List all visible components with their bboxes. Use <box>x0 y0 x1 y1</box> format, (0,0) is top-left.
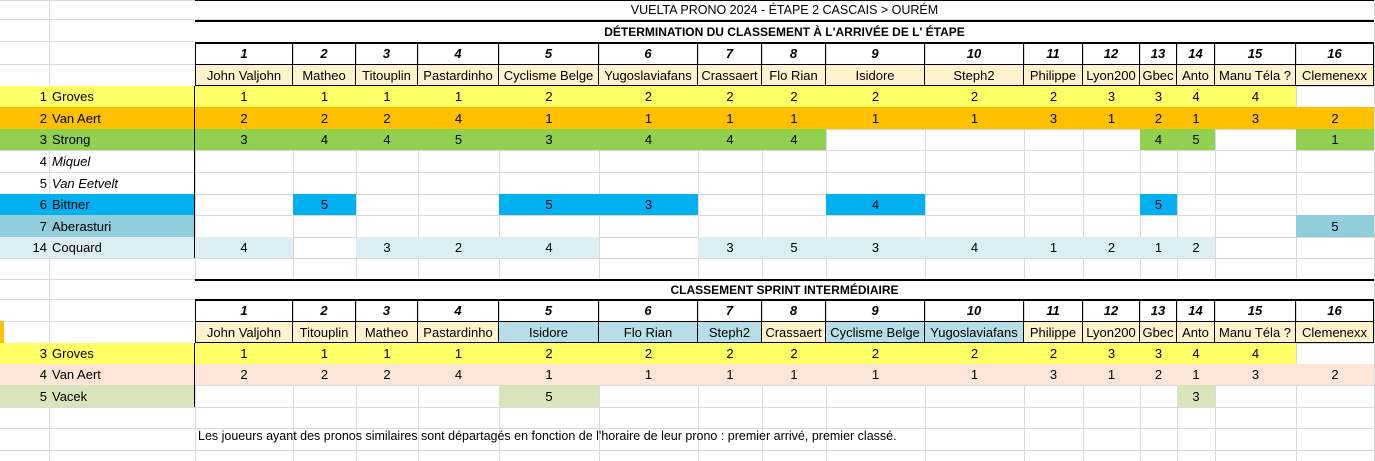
prono-cell[interactable] <box>826 385 925 407</box>
column-number[interactable]: 10 <box>925 42 1024 64</box>
prono-cell[interactable] <box>418 385 499 407</box>
prono-cell[interactable]: 4 <box>1215 343 1296 364</box>
column-number[interactable]: 8 <box>762 42 826 64</box>
prono-cell[interactable]: 1 <box>499 364 599 385</box>
prono-cell[interactable] <box>293 172 356 194</box>
prono-cell[interactable] <box>1140 172 1177 194</box>
player-name[interactable]: Crassaert <box>762 321 826 343</box>
prono-cell[interactable]: 2 <box>1024 343 1083 364</box>
prono-cell[interactable] <box>1215 215 1296 237</box>
prono-cell[interactable] <box>195 215 293 237</box>
prono-cell[interactable]: 1 <box>356 86 418 107</box>
prono-cell[interactable]: 3 <box>698 237 762 258</box>
player-name[interactable]: Pastardinho <box>418 321 499 343</box>
prono-cell[interactable]: 4 <box>418 107 499 129</box>
player-name[interactable]: Philippe <box>1024 64 1083 86</box>
column-number[interactable]: 2 <box>293 42 356 64</box>
prono-cell[interactable]: 2 <box>1296 364 1374 385</box>
prono-cell[interactable]: 1 <box>826 364 925 385</box>
prono-cell[interactable]: 2 <box>1296 107 1374 129</box>
gridline <box>0 407 1375 408</box>
rider-name[interactable]: Van Eetvelt <box>49 172 195 194</box>
prono-cell[interactable]: 4 <box>499 237 599 258</box>
prono-cell[interactable]: 2 <box>925 86 1024 107</box>
prono-cell[interactable] <box>1140 385 1177 407</box>
prono-cell[interactable] <box>356 172 418 194</box>
prono-cell[interactable]: 5 <box>499 194 599 215</box>
rider-position[interactable]: 1 <box>0 86 49 107</box>
player-name[interactable]: Isidore <box>826 64 925 86</box>
prono-cell[interactable] <box>1024 385 1083 407</box>
player-name[interactable]: Steph2 <box>698 321 762 343</box>
prono-cell[interactable] <box>599 237 698 258</box>
prono-cell[interactable]: 1 <box>1177 364 1215 385</box>
column-number[interactable]: 13 <box>1140 299 1177 321</box>
rider-name[interactable]: Groves <box>49 86 195 107</box>
prono-cell[interactable]: 1 <box>1177 107 1215 129</box>
column-number[interactable]: 10 <box>925 299 1024 321</box>
player-name[interactable]: Anto <box>1177 64 1215 86</box>
prono-cell[interactable] <box>1024 172 1083 194</box>
column-number[interactable]: 16 <box>1296 299 1374 321</box>
prono-cell[interactable]: 5 <box>1177 129 1215 150</box>
prono-cell[interactable] <box>698 194 762 215</box>
prono-cell[interactable]: 3 <box>1083 86 1140 107</box>
prono-cell[interactable]: 2 <box>1083 237 1140 258</box>
row-marker <box>0 321 4 343</box>
player-name[interactable]: Titouplin <box>356 64 418 86</box>
footnote: Les joueurs ayant des pronos similaires sont départagés en fonction de l'horaire de leur prono : premier arrivé, premier classé. <box>198 429 897 443</box>
prono-cell[interactable] <box>762 150 826 172</box>
prono-cell[interactable]: 1 <box>698 107 762 129</box>
rider-position[interactable]: 4 <box>39 153 47 169</box>
prono-cell[interactable] <box>1215 150 1296 172</box>
prono-cell[interactable] <box>499 172 599 194</box>
prono-cell[interactable] <box>1083 150 1140 172</box>
player-name[interactable]: Manu Téla ? <box>1215 64 1296 86</box>
prono-cell[interactable]: 3 <box>1215 107 1296 129</box>
rider-position[interactable]: 3 <box>0 343 49 364</box>
prono-cell[interactable]: 1 <box>698 364 762 385</box>
prono-cell[interactable]: 2 <box>762 86 826 107</box>
column-number[interactable]: 1 <box>195 299 293 321</box>
gridline <box>0 258 1375 259</box>
player-name[interactable]: Matheo <box>293 64 356 86</box>
prono-cell[interactable] <box>293 150 356 172</box>
prono-cell[interactable] <box>1296 194 1374 215</box>
prono-cell[interactable] <box>418 194 499 215</box>
rider-name[interactable]: Strong <box>49 129 195 150</box>
player-name[interactable]: Yugoslaviafans <box>925 321 1024 343</box>
prono-cell[interactable] <box>698 150 762 172</box>
prono-cell[interactable]: 1 <box>1083 107 1140 129</box>
prono-cell[interactable]: 2 <box>195 364 293 385</box>
player-name[interactable]: Cyclisme Belge <box>826 321 925 343</box>
player-name[interactable]: Lyon200 <box>1083 64 1140 86</box>
prono-cell[interactable]: 2 <box>1140 107 1177 129</box>
prono-cell[interactable]: 3 <box>1024 364 1083 385</box>
prono-cell[interactable]: 1 <box>826 107 925 129</box>
rider-position[interactable]: 6 <box>0 194 49 215</box>
prono-cell[interactable]: 4 <box>762 129 826 150</box>
rider-name[interactable]: Bittner <box>49 194 195 215</box>
prono-cell[interactable] <box>1296 237 1374 258</box>
rider-name[interactable]: Aberasturi <box>49 215 195 237</box>
prono-cell[interactable]: 3 <box>499 129 599 150</box>
prono-cell[interactable]: 4 <box>418 364 499 385</box>
prono-cell[interactable]: 3 <box>356 237 418 258</box>
prono-cell[interactable] <box>1215 129 1296 150</box>
prono-cell[interactable] <box>599 385 698 407</box>
prono-cell[interactable]: 1 <box>418 86 499 107</box>
prono-cell[interactable] <box>1083 215 1140 237</box>
rider-name[interactable]: Vacek <box>49 385 195 407</box>
column-number[interactable]: 16 <box>1296 42 1374 64</box>
prono-cell[interactable]: 4 <box>1215 86 1296 107</box>
prono-cell[interactable]: 3 <box>826 237 925 258</box>
prono-cell[interactable]: 3 <box>1215 364 1296 385</box>
prono-cell[interactable]: 4 <box>925 237 1024 258</box>
player-name[interactable]: Gbec <box>1140 64 1177 86</box>
prono-cell[interactable]: 1 <box>1083 364 1140 385</box>
prono-cell[interactable]: 1 <box>1296 129 1374 150</box>
prono-cell[interactable]: 4 <box>826 194 925 215</box>
column-number[interactable]: 1 <box>195 42 293 64</box>
prono-cell[interactable] <box>293 385 356 407</box>
column-number[interactable]: 7 <box>698 299 762 321</box>
column-number[interactable]: 6 <box>599 299 698 321</box>
player-name[interactable]: Lyon200 <box>1083 321 1140 343</box>
column-number[interactable]: 5 <box>499 42 599 64</box>
prono-cell[interactable]: 3 <box>1083 343 1140 364</box>
prono-cell[interactable]: 2 <box>195 107 293 129</box>
rider-position[interactable]: 5 <box>0 385 49 407</box>
prono-cell[interactable] <box>826 129 925 150</box>
prono-cell[interactable]: 5 <box>762 237 826 258</box>
column-number[interactable]: 7 <box>698 42 762 64</box>
prono-cell[interactable] <box>1296 150 1374 172</box>
column-number[interactable]: 14 <box>1177 299 1215 321</box>
prono-cell[interactable]: 3 <box>1140 86 1177 107</box>
prono-cell[interactable] <box>826 215 925 237</box>
prono-cell[interactable] <box>195 150 293 172</box>
prono-cell[interactable] <box>826 172 925 194</box>
player-name[interactable]: John Valjohn <box>195 64 293 86</box>
prono-cell[interactable] <box>762 194 826 215</box>
prono-cell[interactable] <box>1024 150 1083 172</box>
column-number[interactable]: 9 <box>826 42 925 64</box>
rider-name[interactable]: Van Aert <box>49 364 195 385</box>
prono-cell[interactable]: 5 <box>1296 215 1374 237</box>
prono-cell[interactable]: 2 <box>698 86 762 107</box>
prono-cell[interactable] <box>1215 237 1296 258</box>
prono-cell[interactable] <box>925 194 1024 215</box>
prono-cell[interactable] <box>1177 194 1215 215</box>
player-name[interactable]: Philippe <box>1024 321 1083 343</box>
prono-cell[interactable] <box>599 150 698 172</box>
prono-cell[interactable]: 1 <box>599 107 698 129</box>
prono-cell[interactable] <box>356 385 418 407</box>
prono-cell[interactable]: 4 <box>1140 129 1177 150</box>
prono-cell[interactable]: 1 <box>1024 237 1083 258</box>
prono-cell[interactable]: 2 <box>762 343 826 364</box>
prono-cell[interactable]: 1 <box>293 343 356 364</box>
column-number[interactable]: 8 <box>762 299 826 321</box>
prono-cell[interactable] <box>1024 129 1083 150</box>
column-number[interactable]: 3 <box>356 299 418 321</box>
column-number[interactable]: 5 <box>499 299 599 321</box>
prono-cell[interactable]: 1 <box>925 107 1024 129</box>
column-number[interactable]: 3 <box>356 42 418 64</box>
rider-position[interactable]: 14 <box>0 237 49 258</box>
prono-cell[interactable]: 2 <box>293 107 356 129</box>
column-number[interactable]: 15 <box>1215 299 1296 321</box>
prono-cell[interactable]: 4 <box>356 129 418 150</box>
prono-cell[interactable]: 1 <box>418 343 499 364</box>
prono-cell[interactable]: 4 <box>195 237 293 258</box>
player-name[interactable]: Yugoslaviafans <box>599 64 698 86</box>
prono-cell[interactable]: 2 <box>599 343 698 364</box>
prono-cell[interactable]: 1 <box>195 343 293 364</box>
prono-cell[interactable]: 5 <box>1140 194 1177 215</box>
prono-cell[interactable]: 2 <box>1140 364 1177 385</box>
prono-cell[interactable]: 3 <box>599 194 698 215</box>
prono-cell[interactable] <box>925 150 1024 172</box>
prono-cell[interactable]: 1 <box>599 364 698 385</box>
page-title: VUELTA PRONO 2024 - ÉTAPE 2 CASCAIS > OURÉM <box>195 0 1374 19</box>
column-number[interactable]: 4 <box>418 42 499 64</box>
prono-cell[interactable]: 1 <box>356 343 418 364</box>
prono-cell[interactable] <box>762 385 826 407</box>
player-name[interactable]: Anto <box>1177 321 1215 343</box>
rider-position[interactable]: 5 <box>39 175 47 191</box>
column-number[interactable]: 14 <box>1177 42 1215 64</box>
prono-cell[interactable] <box>499 150 599 172</box>
prono-cell[interactable]: 2 <box>418 237 499 258</box>
prono-cell[interactable] <box>1215 172 1296 194</box>
column-number[interactable]: 4 <box>418 299 499 321</box>
prono-cell[interactable]: 2 <box>499 343 599 364</box>
column-number[interactable]: 12 <box>1083 42 1140 64</box>
prono-cell[interactable] <box>418 172 499 194</box>
prono-cell[interactable] <box>925 172 1024 194</box>
prono-cell[interactable]: 5 <box>418 129 499 150</box>
prono-cell[interactable]: 2 <box>826 343 925 364</box>
prono-cell[interactable] <box>418 150 499 172</box>
prono-cell[interactable] <box>1296 343 1374 364</box>
prono-cell[interactable] <box>698 215 762 237</box>
prono-cell[interactable]: 3 <box>1140 343 1177 364</box>
prono-cell[interactable]: 1 <box>925 364 1024 385</box>
column-number[interactable]: 11 <box>1024 299 1083 321</box>
prono-cell[interactable]: 2 <box>356 364 418 385</box>
prono-cell[interactable] <box>195 194 293 215</box>
prono-cell[interactable] <box>1083 385 1140 407</box>
prono-cell[interactable] <box>1177 215 1215 237</box>
prono-cell[interactable]: 2 <box>826 86 925 107</box>
rider-position[interactable]: 3 <box>0 129 49 150</box>
prono-cell[interactable] <box>599 172 698 194</box>
prono-cell[interactable] <box>1083 194 1140 215</box>
prono-cell[interactable]: 2 <box>698 343 762 364</box>
prono-cell[interactable]: 2 <box>499 86 599 107</box>
prono-cell[interactable]: 2 <box>599 86 698 107</box>
prono-cell[interactable]: 1 <box>499 107 599 129</box>
prono-cell[interactable] <box>356 194 418 215</box>
rider-name[interactable]: Van Aert <box>49 107 195 129</box>
prono-cell[interactable]: 4 <box>599 129 698 150</box>
player-name[interactable]: Manu Téla ? <box>1215 321 1296 343</box>
prono-cell[interactable]: 4 <box>293 129 356 150</box>
player-name[interactable]: Gbec <box>1140 321 1177 343</box>
player-name[interactable]: Isidore <box>499 321 599 343</box>
prono-cell[interactable]: 2 <box>1024 86 1083 107</box>
prono-cell[interactable]: 5 <box>293 194 356 215</box>
prono-cell[interactable] <box>195 172 293 194</box>
prono-cell[interactable]: 5 <box>499 385 599 407</box>
player-name[interactable]: Crassaert <box>698 64 762 86</box>
section-title-sprint: CLASSEMENT SPRINT INTERMÉDIAIRE <box>195 279 1374 299</box>
player-name[interactable]: Flo Rian <box>599 321 698 343</box>
rider-name[interactable]: Groves <box>49 343 195 364</box>
prono-cell[interactable] <box>1024 194 1083 215</box>
prono-cell[interactable] <box>1296 172 1374 194</box>
player-name[interactable]: John Valjohn <box>195 321 293 343</box>
prono-cell[interactable]: 3 <box>195 129 293 150</box>
column-number[interactable]: 11 <box>1024 42 1083 64</box>
column-number[interactable]: 13 <box>1140 42 1177 64</box>
prono-cell[interactable]: 1 <box>293 86 356 107</box>
prono-cell[interactable] <box>1083 129 1140 150</box>
prono-cell[interactable]: 4 <box>1177 86 1215 107</box>
rider-name[interactable]: Miquel <box>49 150 195 172</box>
prono-cell[interactable]: 3 <box>1177 385 1215 407</box>
prono-cell[interactable] <box>1296 385 1374 407</box>
prono-cell[interactable] <box>1140 215 1177 237</box>
prono-cell[interactable] <box>499 215 599 237</box>
prono-cell[interactable]: 2 <box>293 364 356 385</box>
prono-cell[interactable] <box>1177 172 1215 194</box>
prono-cell[interactable]: 2 <box>1177 237 1215 258</box>
player-name[interactable]: Clemenexx <box>1296 321 1374 343</box>
prono-cell[interactable] <box>356 215 418 237</box>
prono-cell[interactable]: 1 <box>195 86 293 107</box>
prono-cell[interactable] <box>1140 150 1177 172</box>
prono-cell[interactable] <box>356 150 418 172</box>
prono-cell[interactable]: 1 <box>1140 237 1177 258</box>
column-number[interactable]: 15 <box>1215 42 1296 64</box>
prono-cell[interactable]: 1 <box>762 364 826 385</box>
player-name[interactable]: Cyclisme Belge <box>499 64 599 86</box>
prono-cell[interactable] <box>293 215 356 237</box>
prono-cell[interactable] <box>1083 172 1140 194</box>
player-name[interactable]: Steph2 <box>925 64 1024 86</box>
player-name[interactable]: Clemenexx <box>1296 64 1374 86</box>
prono-cell[interactable] <box>418 215 499 237</box>
prono-cell[interactable]: 4 <box>1177 343 1215 364</box>
prono-cell[interactable]: 4 <box>698 129 762 150</box>
prono-cell[interactable] <box>698 172 762 194</box>
prono-cell[interactable] <box>1177 150 1215 172</box>
column-number[interactable]: 9 <box>826 299 925 321</box>
rider-name[interactable]: Coquard <box>49 237 195 258</box>
prono-cell[interactable] <box>1024 215 1083 237</box>
rider-position[interactable]: 4 <box>0 364 49 385</box>
prono-cell[interactable] <box>925 129 1024 150</box>
prono-cell[interactable] <box>195 385 293 407</box>
prono-cell[interactable] <box>925 215 1024 237</box>
column-number[interactable]: 12 <box>1083 299 1140 321</box>
prono-cell[interactable] <box>826 150 925 172</box>
player-name[interactable]: Titouplin <box>293 321 356 343</box>
player-name[interactable]: Matheo <box>356 321 418 343</box>
section-title-finish: DÉTERMINATION DU CLASSEMENT À L'ARRIVÉE DE L' ÉTAPE <box>195 20 1374 42</box>
rider-position[interactable]: 2 <box>0 107 49 129</box>
prono-cell[interactable]: 3 <box>1024 107 1083 129</box>
prono-cell[interactable]: 2 <box>925 343 1024 364</box>
player-name[interactable]: Flo Rian <box>762 64 826 86</box>
prono-cell[interactable] <box>698 385 762 407</box>
rider-position[interactable]: 7 <box>0 215 49 237</box>
player-name[interactable]: Pastardinho <box>418 64 499 86</box>
prono-cell[interactable] <box>1215 194 1296 215</box>
prono-cell[interactable]: 2 <box>356 107 418 129</box>
prono-cell[interactable] <box>762 172 826 194</box>
prono-cell[interactable]: 1 <box>762 107 826 129</box>
prono-cell[interactable] <box>599 215 698 237</box>
prono-cell[interactable] <box>762 215 826 237</box>
gridline <box>0 450 1375 451</box>
prono-cell[interactable] <box>1215 385 1296 407</box>
prono-cell[interactable] <box>1296 86 1374 107</box>
column-number[interactable]: 6 <box>599 42 698 64</box>
prono-cell[interactable] <box>293 237 356 258</box>
column-number[interactable]: 2 <box>293 299 356 321</box>
prono-cell[interactable] <box>925 385 1024 407</box>
